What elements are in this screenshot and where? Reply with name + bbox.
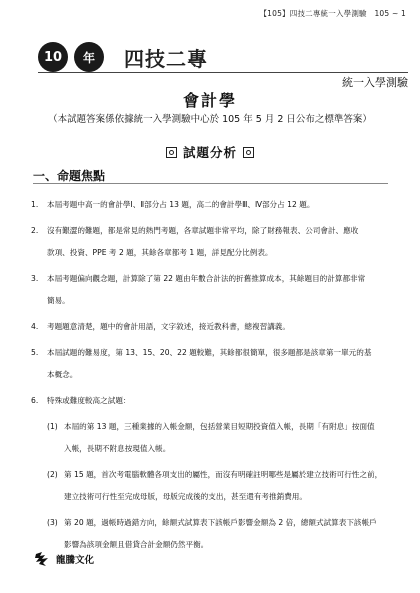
section-title-text: 試題分析 <box>182 145 237 160</box>
item-line: 考題題意清楚，題中的會計用語，文字敘述，接近教科書，總複習講義。 <box>47 322 290 331</box>
item-number: 1. <box>31 200 39 209</box>
analysis-list <box>31 194 393 556</box>
item-line: 款項、投資、PPE 考 2 題，其餘各章都考 1 題，詳見配分比例表。 <box>47 248 273 257</box>
item-number: 4. <box>31 322 39 331</box>
year-digits-badge: 10 <box>38 42 68 72</box>
publisher-name: 龍騰文化 <box>56 555 95 566</box>
item-line: 入帳，長期不附息按現值入帳。 <box>64 444 171 453</box>
list-item <box>31 220 393 264</box>
answer-source-note: （本試題答案係依據統一入學測驗中心於 105 年 5 月 2 日公布之標準答案） <box>48 114 372 125</box>
section-title <box>0 143 420 161</box>
item-line: 本屆的第 13 題，三種業據的入帳金額，包括營業目短期投資值入帳，長期「有附息」按面值 <box>64 422 375 431</box>
list-item <box>31 268 393 312</box>
sub-item-number: (1) <box>47 422 58 431</box>
year-char-badge: 年 <box>74 42 104 72</box>
subject-title: 會計學 <box>182 91 237 110</box>
item-line: 本屆考題偏向觀念題，計算除了第 22 題由年數合計法的折舊推算成本，其餘題目的計算都非常 <box>47 274 366 283</box>
item-number: 6. <box>31 396 39 405</box>
item-line: 特殊或難度較高之試題： <box>47 396 131 405</box>
item-line: 影響為該項金額且借貸合計金額仍然平衡。 <box>64 540 209 549</box>
item-number: 5. <box>31 348 39 357</box>
ornament-icon <box>166 147 177 158</box>
running-header: 【105】四技二專統一入學測驗 105 ~ 1 <box>259 9 406 18</box>
item-number: 3. <box>31 274 39 283</box>
list-item <box>31 342 393 386</box>
list-item <box>31 194 393 216</box>
item-line: 建立技術可行性至完成母版，母版完成後的支出，甚至還有考推銷費用。 <box>64 492 307 501</box>
ornament-icon <box>243 147 254 158</box>
heading-focus: 一、命題焦點 <box>33 169 106 183</box>
item-line: 本屆考題中高一的會計學Ⅰ、Ⅱ部分占 13 題，高二的會計學Ⅲ、Ⅳ部分占 12 題。 <box>47 200 315 209</box>
publisher-footer <box>34 551 94 567</box>
item-line: 本屆試題的難易度，第 13、15、20、22 題較難，其餘都很簡單，很多題都是該章第一單元的基 <box>47 348 372 357</box>
item-number: 2. <box>31 226 39 235</box>
exam-banner <box>38 34 408 89</box>
item-line: 本概念。 <box>47 370 78 379</box>
banner-title: 四技二專 <box>124 47 208 71</box>
list-item <box>31 390 393 412</box>
sub-item <box>31 512 393 556</box>
sub-item <box>31 416 393 460</box>
banner-rule <box>38 72 408 73</box>
item-line: 沒有艱澀的難題，都是常見的熱門考題，各章試題非常平均，除了財務報表、公司會計、應收 <box>47 226 359 235</box>
list-item <box>31 316 393 338</box>
banner-subtitle: 統一入學測驗 <box>342 76 408 89</box>
sub-item-number: (2) <box>47 470 58 479</box>
sub-item-number: (3) <box>47 518 58 527</box>
dragon-logo-icon <box>34 551 52 567</box>
heading-rule <box>33 183 388 184</box>
item-line: 第 15 題，首次考電腦軟體各項支出的屬性，而沒有明確註明哪些是屬於建立技術可行性之前， <box>64 470 383 479</box>
item-line: 簡易。 <box>47 296 70 305</box>
sub-item <box>31 464 393 508</box>
item-line: 第 20 題，過帳時過錯方向，餘額式試算表下該帳戶影響金額為 2 倍，總額式試算表下該帳戶 <box>64 518 377 527</box>
